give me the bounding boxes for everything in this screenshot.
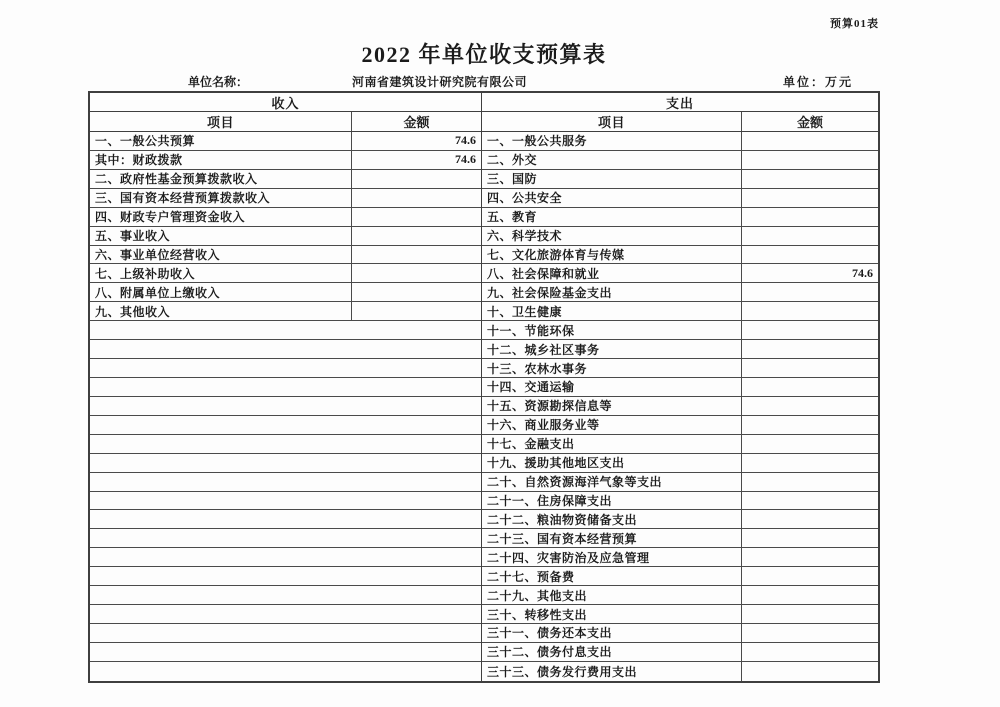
amount-cell xyxy=(741,246,878,264)
table-row xyxy=(90,170,481,189)
table-row xyxy=(482,492,878,511)
empty-cell xyxy=(90,340,481,358)
amount-cell xyxy=(741,492,878,510)
table-row xyxy=(482,340,878,359)
table-row xyxy=(482,283,878,302)
item-cell: 三十一、债务还本支出 xyxy=(487,626,613,641)
empty-table-row xyxy=(90,492,481,511)
page-title: 2022 年单位收支预算表 xyxy=(361,42,607,67)
table-row xyxy=(482,264,878,283)
doc-label: 预算01表 xyxy=(830,18,879,30)
item-cell: 二十九、其他支出 xyxy=(487,588,588,603)
table-row xyxy=(482,548,878,567)
amount-cell xyxy=(741,454,878,472)
item-cell: 九、社会保险基金支出 xyxy=(487,285,613,300)
table-row xyxy=(90,302,481,321)
table-row xyxy=(482,435,878,454)
item-cell: 三、国有资本经营预算拨款收入 xyxy=(95,191,271,206)
empty-table-row xyxy=(90,378,481,397)
empty-cell xyxy=(90,416,481,434)
empty-cell xyxy=(90,397,481,415)
table-row xyxy=(482,416,878,435)
amount-cell xyxy=(741,662,878,681)
amount-cell xyxy=(741,283,878,301)
item-cell: 十一、节能环保 xyxy=(487,323,575,338)
item-cell: 二十二、粮油物资储备支出 xyxy=(487,512,638,527)
item-cell: 十七、金融支出 xyxy=(487,437,575,452)
item-cell: 八、附属单位上缴收入 xyxy=(95,285,221,300)
table-row xyxy=(482,359,878,378)
table-row xyxy=(482,227,878,246)
amount-cell xyxy=(741,529,878,547)
table-row xyxy=(482,302,878,321)
amount-cell xyxy=(741,359,878,377)
item-cell: 四、公共安全 xyxy=(487,191,563,206)
item-cell: 九、其他收入 xyxy=(95,304,171,319)
amount-cell xyxy=(351,302,481,320)
item-cell: 十九、援助其他地区支出 xyxy=(487,456,625,471)
amount-cell xyxy=(741,302,878,320)
table-row xyxy=(482,321,878,340)
item-cell: 三十二、债务付息支出 xyxy=(487,645,613,660)
empty-table-row xyxy=(90,662,481,681)
amount-cell xyxy=(741,189,878,207)
item-cell: 二十四、灾害防治及应急管理 xyxy=(487,550,650,565)
item-cell: 十五、资源勘探信息等 xyxy=(487,399,613,414)
item-cell: 二十七、预备费 xyxy=(487,569,575,584)
income-item-column-header: 项目 xyxy=(206,115,234,130)
amount-cell xyxy=(741,548,878,566)
amount-cell xyxy=(351,227,481,245)
unit-name-label: 单位名称： xyxy=(188,75,249,89)
item-cell: 六、科学技术 xyxy=(487,229,563,244)
expense-column-headers xyxy=(482,112,878,132)
table-row xyxy=(482,624,878,643)
table-row xyxy=(482,378,878,397)
expense-rows xyxy=(482,132,878,681)
amount-cell xyxy=(741,510,878,528)
item-cell: 十二、城乡社区事务 xyxy=(487,342,600,357)
item-cell: 三、国防 xyxy=(487,172,538,187)
amount-cell xyxy=(741,170,878,188)
empty-table-row xyxy=(90,473,481,492)
empty-cell xyxy=(90,643,481,661)
income-column-headers xyxy=(90,112,481,132)
amount-cell xyxy=(351,246,481,264)
empty-cell xyxy=(90,548,481,566)
empty-table-row xyxy=(90,454,481,473)
amount-cell xyxy=(741,624,878,642)
expense-section-header: 支出 xyxy=(482,93,878,112)
item-cell: 五、教育 xyxy=(487,210,538,225)
empty-table-row xyxy=(90,548,481,567)
table-row xyxy=(482,246,878,265)
empty-table-row xyxy=(90,359,481,378)
expense-section xyxy=(482,93,878,681)
empty-cell xyxy=(90,473,481,491)
empty-cell xyxy=(90,321,481,339)
unit-of-measure-label: 单位：万元 xyxy=(782,75,853,89)
amount-cell xyxy=(741,643,878,661)
empty-table-row xyxy=(90,605,481,624)
amount-cell xyxy=(741,473,878,491)
empty-cell xyxy=(90,435,481,453)
table-row xyxy=(482,170,878,189)
amount-cell xyxy=(741,435,878,453)
amount-cell xyxy=(741,416,878,434)
item-cell: 二、外交 xyxy=(487,153,538,168)
table-row xyxy=(482,605,878,624)
amount-cell xyxy=(351,208,481,226)
amount-cell xyxy=(741,340,878,358)
amount-cell xyxy=(351,189,481,207)
table-row xyxy=(90,189,481,208)
table-row xyxy=(482,529,878,548)
table-row xyxy=(90,132,481,151)
table-row xyxy=(482,208,878,227)
table-row xyxy=(90,283,481,302)
amount-cell xyxy=(351,170,481,188)
empty-table-row xyxy=(90,321,481,340)
empty-cell xyxy=(90,510,481,528)
amount-cell xyxy=(741,378,878,396)
item-cell: 二十、自然资源海洋气象等支出 xyxy=(487,475,663,490)
amount-cell xyxy=(741,586,878,604)
empty-cell xyxy=(90,586,481,604)
item-cell: 其中：财政拨款 xyxy=(95,153,183,168)
item-cell: 二十一、住房保障支出 xyxy=(487,493,613,508)
empty-cell xyxy=(90,605,481,623)
expense-amount-column-header: 金额 xyxy=(741,112,878,131)
item-cell: 三十三、债务发行费用支出 xyxy=(487,664,638,679)
empty-cell xyxy=(90,454,481,472)
amount-cell xyxy=(741,151,878,169)
item-cell: 一、一般公共预算 xyxy=(95,134,196,149)
empty-cell xyxy=(90,492,481,510)
table-row xyxy=(482,151,878,170)
empty-table-row xyxy=(90,416,481,435)
unit-name: 河南省建筑设计研究院有限公司 xyxy=(352,75,528,89)
amount-cell: 74.6 xyxy=(741,264,878,282)
empty-table-row xyxy=(90,510,481,529)
table-row xyxy=(482,473,878,492)
item-cell: 五、事业收入 xyxy=(95,229,171,244)
table-row xyxy=(482,454,878,473)
table-row xyxy=(482,643,878,662)
table-row xyxy=(482,662,878,681)
empty-cell xyxy=(90,359,481,377)
amount-cell xyxy=(741,397,878,415)
item-cell: 十四、交通运输 xyxy=(487,380,575,395)
amount-cell xyxy=(741,132,878,150)
table-row xyxy=(482,397,878,416)
item-cell: 四、财政专户管理资金收入 xyxy=(95,210,246,225)
table-row xyxy=(90,151,481,170)
item-cell: 三十、转移性支出 xyxy=(487,607,588,622)
amount-cell xyxy=(741,227,878,245)
income-section-header: 收入 xyxy=(90,93,481,112)
table-row xyxy=(90,246,481,265)
item-cell: 二、政府性基金预算拨款收入 xyxy=(95,172,258,187)
empty-cell xyxy=(90,567,481,585)
empty-cell xyxy=(90,378,481,396)
table-row xyxy=(482,132,878,151)
table-row xyxy=(482,586,878,605)
income-section xyxy=(90,93,482,681)
item-cell: 七、上级补助收入 xyxy=(95,266,196,281)
empty-table-row xyxy=(90,624,481,643)
empty-cell xyxy=(90,624,481,642)
meta-row xyxy=(88,73,880,89)
table-row xyxy=(90,264,481,283)
amount-cell xyxy=(741,605,878,623)
item-cell: 十六、商业服务业等 xyxy=(487,418,600,433)
income-amount-column-header: 金额 xyxy=(351,112,481,131)
budget-table xyxy=(88,91,880,683)
empty-table-row xyxy=(90,586,481,605)
table-row xyxy=(482,510,878,529)
empty-table-row xyxy=(90,397,481,416)
table-row xyxy=(482,189,878,208)
income-rows xyxy=(90,132,481,681)
amount-cell: 74.6 xyxy=(351,132,481,150)
expense-item-column-header: 项目 xyxy=(597,115,625,130)
item-cell: 八、社会保障和就业 xyxy=(487,266,600,281)
item-cell: 七、文化旅游体育与传媒 xyxy=(487,247,625,262)
amount-cell: 74.6 xyxy=(351,151,481,169)
empty-table-row xyxy=(90,529,481,548)
item-cell: 六、事业单位经营收入 xyxy=(95,247,221,262)
amount-cell xyxy=(351,264,481,282)
empty-table-row xyxy=(90,643,481,662)
item-cell: 一、一般公共服务 xyxy=(487,134,588,149)
amount-cell xyxy=(741,208,878,226)
item-cell: 十三、农林水事务 xyxy=(487,361,588,376)
empty-table-row xyxy=(90,340,481,359)
table-row xyxy=(90,227,481,246)
empty-table-row xyxy=(90,567,481,586)
amount-cell xyxy=(351,283,481,301)
empty-table-row xyxy=(90,435,481,454)
item-cell: 十、卫生健康 xyxy=(487,304,563,319)
amount-cell xyxy=(741,321,878,339)
empty-cell xyxy=(90,529,481,547)
table-row xyxy=(482,567,878,586)
empty-cell xyxy=(90,662,481,681)
item-cell: 二十三、国有资本经营预算 xyxy=(487,531,638,546)
amount-cell xyxy=(741,567,878,585)
table-row xyxy=(90,208,481,227)
